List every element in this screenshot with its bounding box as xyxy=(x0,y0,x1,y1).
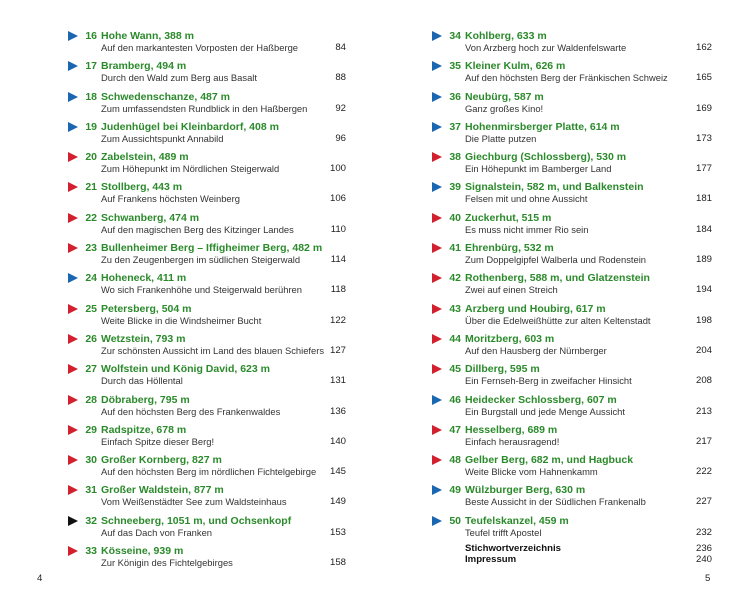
tour-number: 28 xyxy=(85,393,97,406)
triangle-flag-icon xyxy=(432,92,442,102)
triangle-flag-icon xyxy=(432,455,442,465)
toc-entry[interactable] xyxy=(432,242,712,272)
toc-entry[interactable] xyxy=(432,151,712,181)
toc-entry[interactable] xyxy=(432,394,712,424)
tour-number: 39 xyxy=(449,181,461,194)
triangle-flag-icon xyxy=(68,182,78,192)
tour-number: 38 xyxy=(449,151,461,164)
tour-title: Heidecker Schlossberg, 607 m xyxy=(465,393,617,406)
tour-number: 34 xyxy=(449,30,461,42)
tour-title: Signalstein, 582 m, und Balkenstein xyxy=(465,181,644,194)
triangle-flag-icon xyxy=(432,61,442,71)
tour-title: Schwedenschanze, 487 m xyxy=(101,90,230,103)
tour-subtitle: Beste Aussicht in der Südlichen Frankenalb xyxy=(465,496,646,508)
tour-subtitle: Zur schönsten Aussicht im Land des blauen Schiefers xyxy=(101,344,325,356)
triangle-flag-icon xyxy=(68,516,78,526)
tour-subtitle: Einfach herausragend! xyxy=(465,435,560,447)
imprint-page: 240 xyxy=(695,554,712,565)
tour-number: 32 xyxy=(85,514,97,527)
tour-page-number: 100 xyxy=(329,163,346,175)
tour-subtitle: Auf das Dach von Franken xyxy=(101,526,212,538)
tour-number: 49 xyxy=(449,484,461,497)
triangle-flag-icon xyxy=(68,273,78,283)
tour-subtitle: Zum Höhepunkt im Nördlichen Steigerwald xyxy=(101,163,280,175)
tour-subtitle: Zum Doppelgipfel Walberla und Rodenstein xyxy=(465,254,647,266)
toc-entry[interactable] xyxy=(432,121,712,151)
toc-entry[interactable] xyxy=(68,333,346,363)
tour-page-number: 213 xyxy=(695,405,712,417)
tour-subtitle: Ein Höhepunkt im Bamberger Land xyxy=(465,163,612,175)
toc-entry[interactable] xyxy=(68,303,346,333)
tour-title: Judenhügel bei Kleinbardorf, 408 m xyxy=(101,120,279,133)
tour-title: Ehrenbürg, 532 m xyxy=(465,242,554,255)
tour-subtitle: Zum umfassendsten Rundblick in den Haßbergen xyxy=(101,102,308,114)
tour-title: Schwanberg, 474 m xyxy=(101,211,200,224)
triangle-flag-icon xyxy=(432,485,442,495)
tour-page-number: 136 xyxy=(329,405,346,417)
tour-page-number: 208 xyxy=(695,375,712,387)
tour-number: 42 xyxy=(449,272,461,285)
tour-title: Hohenmirsberger Platte, 614 m xyxy=(465,120,620,133)
tour-subtitle: Zum Aussichtspunkt Annabild xyxy=(101,132,224,144)
tour-number: 48 xyxy=(449,454,461,467)
tour-subtitle: Durch den Wald zum Berg aus Basalt xyxy=(101,72,257,84)
tour-subtitle: Ein Burgstall und jede Menge Aussicht xyxy=(465,405,625,417)
tour-title: Hesselberg, 689 m xyxy=(465,423,558,436)
toc-entry[interactable] xyxy=(68,272,346,302)
triangle-flag-icon xyxy=(432,516,442,526)
page-number-right: 5 xyxy=(705,573,711,584)
tour-page-number: 84 xyxy=(335,42,346,53)
tour-page-number: 122 xyxy=(329,314,346,326)
tour-number: 17 xyxy=(85,60,97,73)
tour-title: Zuckerhut, 515 m xyxy=(465,211,552,224)
triangle-flag-icon xyxy=(68,425,78,435)
toc-entry[interactable] xyxy=(68,242,346,272)
tour-subtitle: Auf den höchsten Berg des Frankenwaldes xyxy=(101,405,281,417)
tour-number: 41 xyxy=(449,242,461,255)
tour-number: 29 xyxy=(85,423,97,436)
triangle-flag-icon xyxy=(432,304,442,314)
tour-page-number: 177 xyxy=(695,163,712,175)
tour-subtitle: Die Platte putzen xyxy=(465,132,537,144)
tour-subtitle: Ein Fernseh-Berg in zweifacher Hinsicht xyxy=(465,375,632,387)
tour-number: 44 xyxy=(449,332,461,345)
triangle-flag-icon xyxy=(68,334,78,344)
tour-page-number: 165 xyxy=(695,72,712,84)
imprint-label: Impressum xyxy=(465,554,517,565)
triangle-flag-icon xyxy=(432,364,442,374)
triangle-flag-icon xyxy=(68,455,78,465)
tour-number: 30 xyxy=(85,454,97,467)
tour-page-number: 110 xyxy=(330,223,346,235)
toc-entry[interactable] xyxy=(432,181,712,211)
tour-number: 37 xyxy=(449,120,461,133)
tour-page-number: 204 xyxy=(695,344,712,356)
tour-page-number: 169 xyxy=(695,102,712,114)
tour-number: 22 xyxy=(85,211,97,224)
tour-page-number: 217 xyxy=(695,435,712,447)
tour-title: Zabelstein, 489 m xyxy=(101,151,189,164)
tour-subtitle: Zur Königin des Fichtelgebirges xyxy=(101,557,233,569)
triangle-flag-icon xyxy=(68,92,78,102)
tour-number: 36 xyxy=(449,90,461,103)
tour-subtitle: Es muss nicht immer Rio sein xyxy=(465,223,589,235)
toc-entry[interactable] xyxy=(432,272,712,302)
tour-subtitle: Ganz großes Kino! xyxy=(465,102,544,114)
toc-entry[interactable] xyxy=(68,121,346,151)
tour-subtitle: Auf den magischen Berg des Kitzinger Landes xyxy=(101,223,294,235)
tour-title: Bramberg, 494 m xyxy=(101,60,187,73)
triangle-flag-icon xyxy=(68,152,78,162)
tour-subtitle: Von Arzberg hoch zur Waldenfelswarte xyxy=(465,42,627,53)
triangle-flag-icon xyxy=(432,334,442,344)
toc-entry[interactable] xyxy=(432,30,712,60)
triangle-flag-icon xyxy=(432,395,442,405)
toc-entry[interactable] xyxy=(432,363,712,393)
tour-title: Hohe Wann, 388 m xyxy=(101,30,194,42)
tour-page-number: 92 xyxy=(335,102,346,114)
triangle-flag-icon xyxy=(432,273,442,283)
toc-left-column xyxy=(68,30,346,575)
tour-page-number: 118 xyxy=(330,284,346,296)
toc-entry[interactable] xyxy=(68,484,346,514)
tour-subtitle: Auf den markantesten Vorposten der Haßberge xyxy=(101,42,298,53)
toc-entry[interactable] xyxy=(68,151,346,181)
triangle-flag-icon xyxy=(432,243,442,253)
tour-page-number: 232 xyxy=(695,526,712,538)
toc-entry[interactable] xyxy=(68,454,346,484)
triangle-flag-icon xyxy=(68,395,78,405)
tour-page-number: 162 xyxy=(695,42,712,53)
tour-subtitle: Weite Blicke vom Hahnenkamm xyxy=(465,466,598,478)
tour-title: Hoheneck, 411 m xyxy=(101,272,187,285)
toc-entry[interactable] xyxy=(432,303,712,333)
tour-subtitle: Auf Frankens höchsten Weinberg xyxy=(101,193,240,205)
tour-title: Giechburg (Schlossberg), 530 m xyxy=(465,151,627,164)
toc-entry[interactable] xyxy=(68,60,346,90)
triangle-flag-icon xyxy=(432,213,442,223)
tour-number: 46 xyxy=(449,393,461,406)
tour-title: Dillberg, 595 m xyxy=(465,363,540,376)
triangle-flag-icon xyxy=(68,243,78,253)
tour-title: Kösseine, 939 m xyxy=(101,545,184,558)
tour-subtitle: Über die Edelweißhütte zur alten Keltenstadt xyxy=(465,314,651,326)
tour-page-number: 227 xyxy=(695,496,712,508)
toc-extra-index[interactable] xyxy=(465,543,712,554)
tour-title: Großer Kornberg, 827 m xyxy=(101,454,222,467)
tour-subtitle: Wo sich Frankenhöhe und Steigerwald berühren xyxy=(101,284,302,296)
toc-entry[interactable] xyxy=(68,394,346,424)
tour-title: Stollberg, 443 m xyxy=(101,181,183,194)
tour-subtitle: Einfach Spitze dieser Berg! xyxy=(101,435,215,447)
toc-extra-imprint[interactable] xyxy=(465,554,712,565)
index-page: 236 xyxy=(695,543,712,554)
toc-entry[interactable] xyxy=(68,545,346,575)
tour-page-number: 114 xyxy=(330,254,346,266)
tour-number: 33 xyxy=(85,545,97,558)
tour-number: 16 xyxy=(85,30,97,42)
toc-entry[interactable] xyxy=(432,212,712,242)
triangle-flag-icon xyxy=(432,31,442,41)
tour-page-number: 194 xyxy=(695,284,712,296)
tour-title: Rothenberg, 588 m, und Glatzenstein xyxy=(465,272,650,285)
toc-entry[interactable] xyxy=(432,60,712,90)
tour-page-number: 96 xyxy=(335,132,346,144)
tour-title: Radspitze, 678 m xyxy=(101,423,187,436)
toc-entry[interactable] xyxy=(432,515,712,545)
tour-page-number: 158 xyxy=(329,557,346,569)
tour-number: 40 xyxy=(449,211,461,224)
tour-title: Großer Waldstein, 877 m xyxy=(101,484,224,497)
toc-entry[interactable] xyxy=(68,30,346,60)
tour-page-number: 189 xyxy=(695,254,712,266)
tour-number: 27 xyxy=(85,363,97,376)
tour-subtitle: Felsen mit und ohne Aussicht xyxy=(465,193,588,205)
tour-subtitle: Auf den höchsten Berg im nördlichen Fichtelgebirge xyxy=(101,466,317,478)
toc-entry[interactable] xyxy=(68,181,346,211)
toc-entry[interactable] xyxy=(68,212,346,242)
tour-number: 19 xyxy=(85,120,97,133)
index-label: Stichwortverzeichnis xyxy=(465,543,561,554)
tour-title: Neubürg, 587 m xyxy=(465,90,544,103)
tour-number: 50 xyxy=(449,514,461,527)
tour-number: 21 xyxy=(85,181,97,194)
triangle-flag-icon xyxy=(68,213,78,223)
tour-number: 45 xyxy=(449,363,461,376)
tour-page-number: 198 xyxy=(695,314,712,326)
tour-page-number: 88 xyxy=(335,72,346,84)
triangle-flag-icon xyxy=(68,31,78,41)
tour-number: 26 xyxy=(85,332,97,345)
tour-subtitle: Vom Weißenstädter See zum Waldsteinhaus xyxy=(101,496,287,508)
tour-number: 20 xyxy=(85,151,97,164)
tour-number: 47 xyxy=(449,423,461,436)
triangle-flag-icon xyxy=(432,122,442,132)
tour-subtitle: Teufel trifft Apostel xyxy=(465,526,542,538)
toc-entry[interactable] xyxy=(432,333,712,363)
tour-title: Kleiner Kulm, 626 m xyxy=(465,60,566,73)
tour-title: Döbraberg, 795 m xyxy=(101,393,190,406)
tour-title: Arzberg und Houbirg, 617 m xyxy=(465,302,606,315)
tour-number: 24 xyxy=(85,272,97,285)
tour-subtitle: Zwei auf einen Streich xyxy=(465,284,558,296)
tour-title: Bullenheimer Berg – Iffigheimer Berg, 482 m xyxy=(101,242,323,255)
triangle-flag-icon xyxy=(68,546,78,556)
tour-page-number: 153 xyxy=(329,526,346,538)
tour-title: Wolfstein und König David, 623 m xyxy=(101,363,270,376)
tour-page-number: 145 xyxy=(329,466,346,478)
toc-entry[interactable] xyxy=(432,424,712,454)
toc-entry[interactable] xyxy=(432,91,712,121)
tour-subtitle: Weite Blicke in die Windsheimer Bucht xyxy=(101,314,262,326)
tour-subtitle: Auf den höchsten Berg der Fränkischen Schweiz xyxy=(465,72,668,84)
tour-title: Teufelskanzel, 459 m xyxy=(465,514,569,527)
tour-page-number: 149 xyxy=(329,496,346,508)
triangle-flag-icon xyxy=(68,61,78,71)
toc-entry[interactable] xyxy=(432,454,712,484)
toc-entry[interactable] xyxy=(432,484,712,514)
tour-title: Kohlberg, 633 m xyxy=(465,30,547,42)
tour-title: Wülzburger Berg, 630 m xyxy=(465,484,586,497)
toc-right-column xyxy=(432,30,712,545)
triangle-flag-icon xyxy=(432,425,442,435)
tour-page-number: 106 xyxy=(329,193,346,205)
tour-page-number: 140 xyxy=(329,435,346,447)
tour-number: 23 xyxy=(85,242,97,255)
tour-subtitle: Zu den Zeugenbergen im südlichen Steigerwald xyxy=(101,254,301,266)
tour-title: Schneeberg, 1051 m, und Ochsenkopf xyxy=(101,514,292,527)
tour-subtitle: Durch das Höllental xyxy=(101,375,183,387)
triangle-flag-icon xyxy=(432,152,442,162)
toc-entry[interactable] xyxy=(68,363,346,393)
toc-entry[interactable] xyxy=(68,91,346,121)
tour-number: 18 xyxy=(85,90,97,103)
triangle-flag-icon xyxy=(432,182,442,192)
tour-number: 35 xyxy=(449,60,461,73)
tour-page-number: 184 xyxy=(695,223,712,235)
tour-page-number: 173 xyxy=(695,132,712,144)
toc-entry[interactable] xyxy=(68,424,346,454)
tour-number: 25 xyxy=(85,302,97,315)
tour-number: 43 xyxy=(449,302,461,315)
tour-title: Petersberg, 504 m xyxy=(101,302,192,315)
toc-extras xyxy=(465,543,712,565)
tour-page-number: 222 xyxy=(695,466,712,478)
tour-title: Wetzstein, 793 m xyxy=(101,332,186,345)
triangle-flag-icon xyxy=(68,122,78,132)
page-number-left: 4 xyxy=(37,573,43,584)
tour-title: Moritzberg, 603 m xyxy=(465,332,555,345)
triangle-flag-icon xyxy=(68,304,78,314)
triangle-flag-icon xyxy=(68,364,78,374)
tour-number: 31 xyxy=(85,484,97,497)
toc-entry[interactable] xyxy=(68,515,346,545)
tour-subtitle: Auf den Hausberg der Nürnberger xyxy=(465,344,607,356)
tour-page-number: 131 xyxy=(329,375,346,387)
tour-page-number: 127 xyxy=(329,344,346,356)
tour-title: Gelber Berg, 682 m, und Hagbuck xyxy=(465,454,634,467)
triangle-flag-icon xyxy=(68,485,78,495)
tour-page-number: 181 xyxy=(695,193,712,205)
